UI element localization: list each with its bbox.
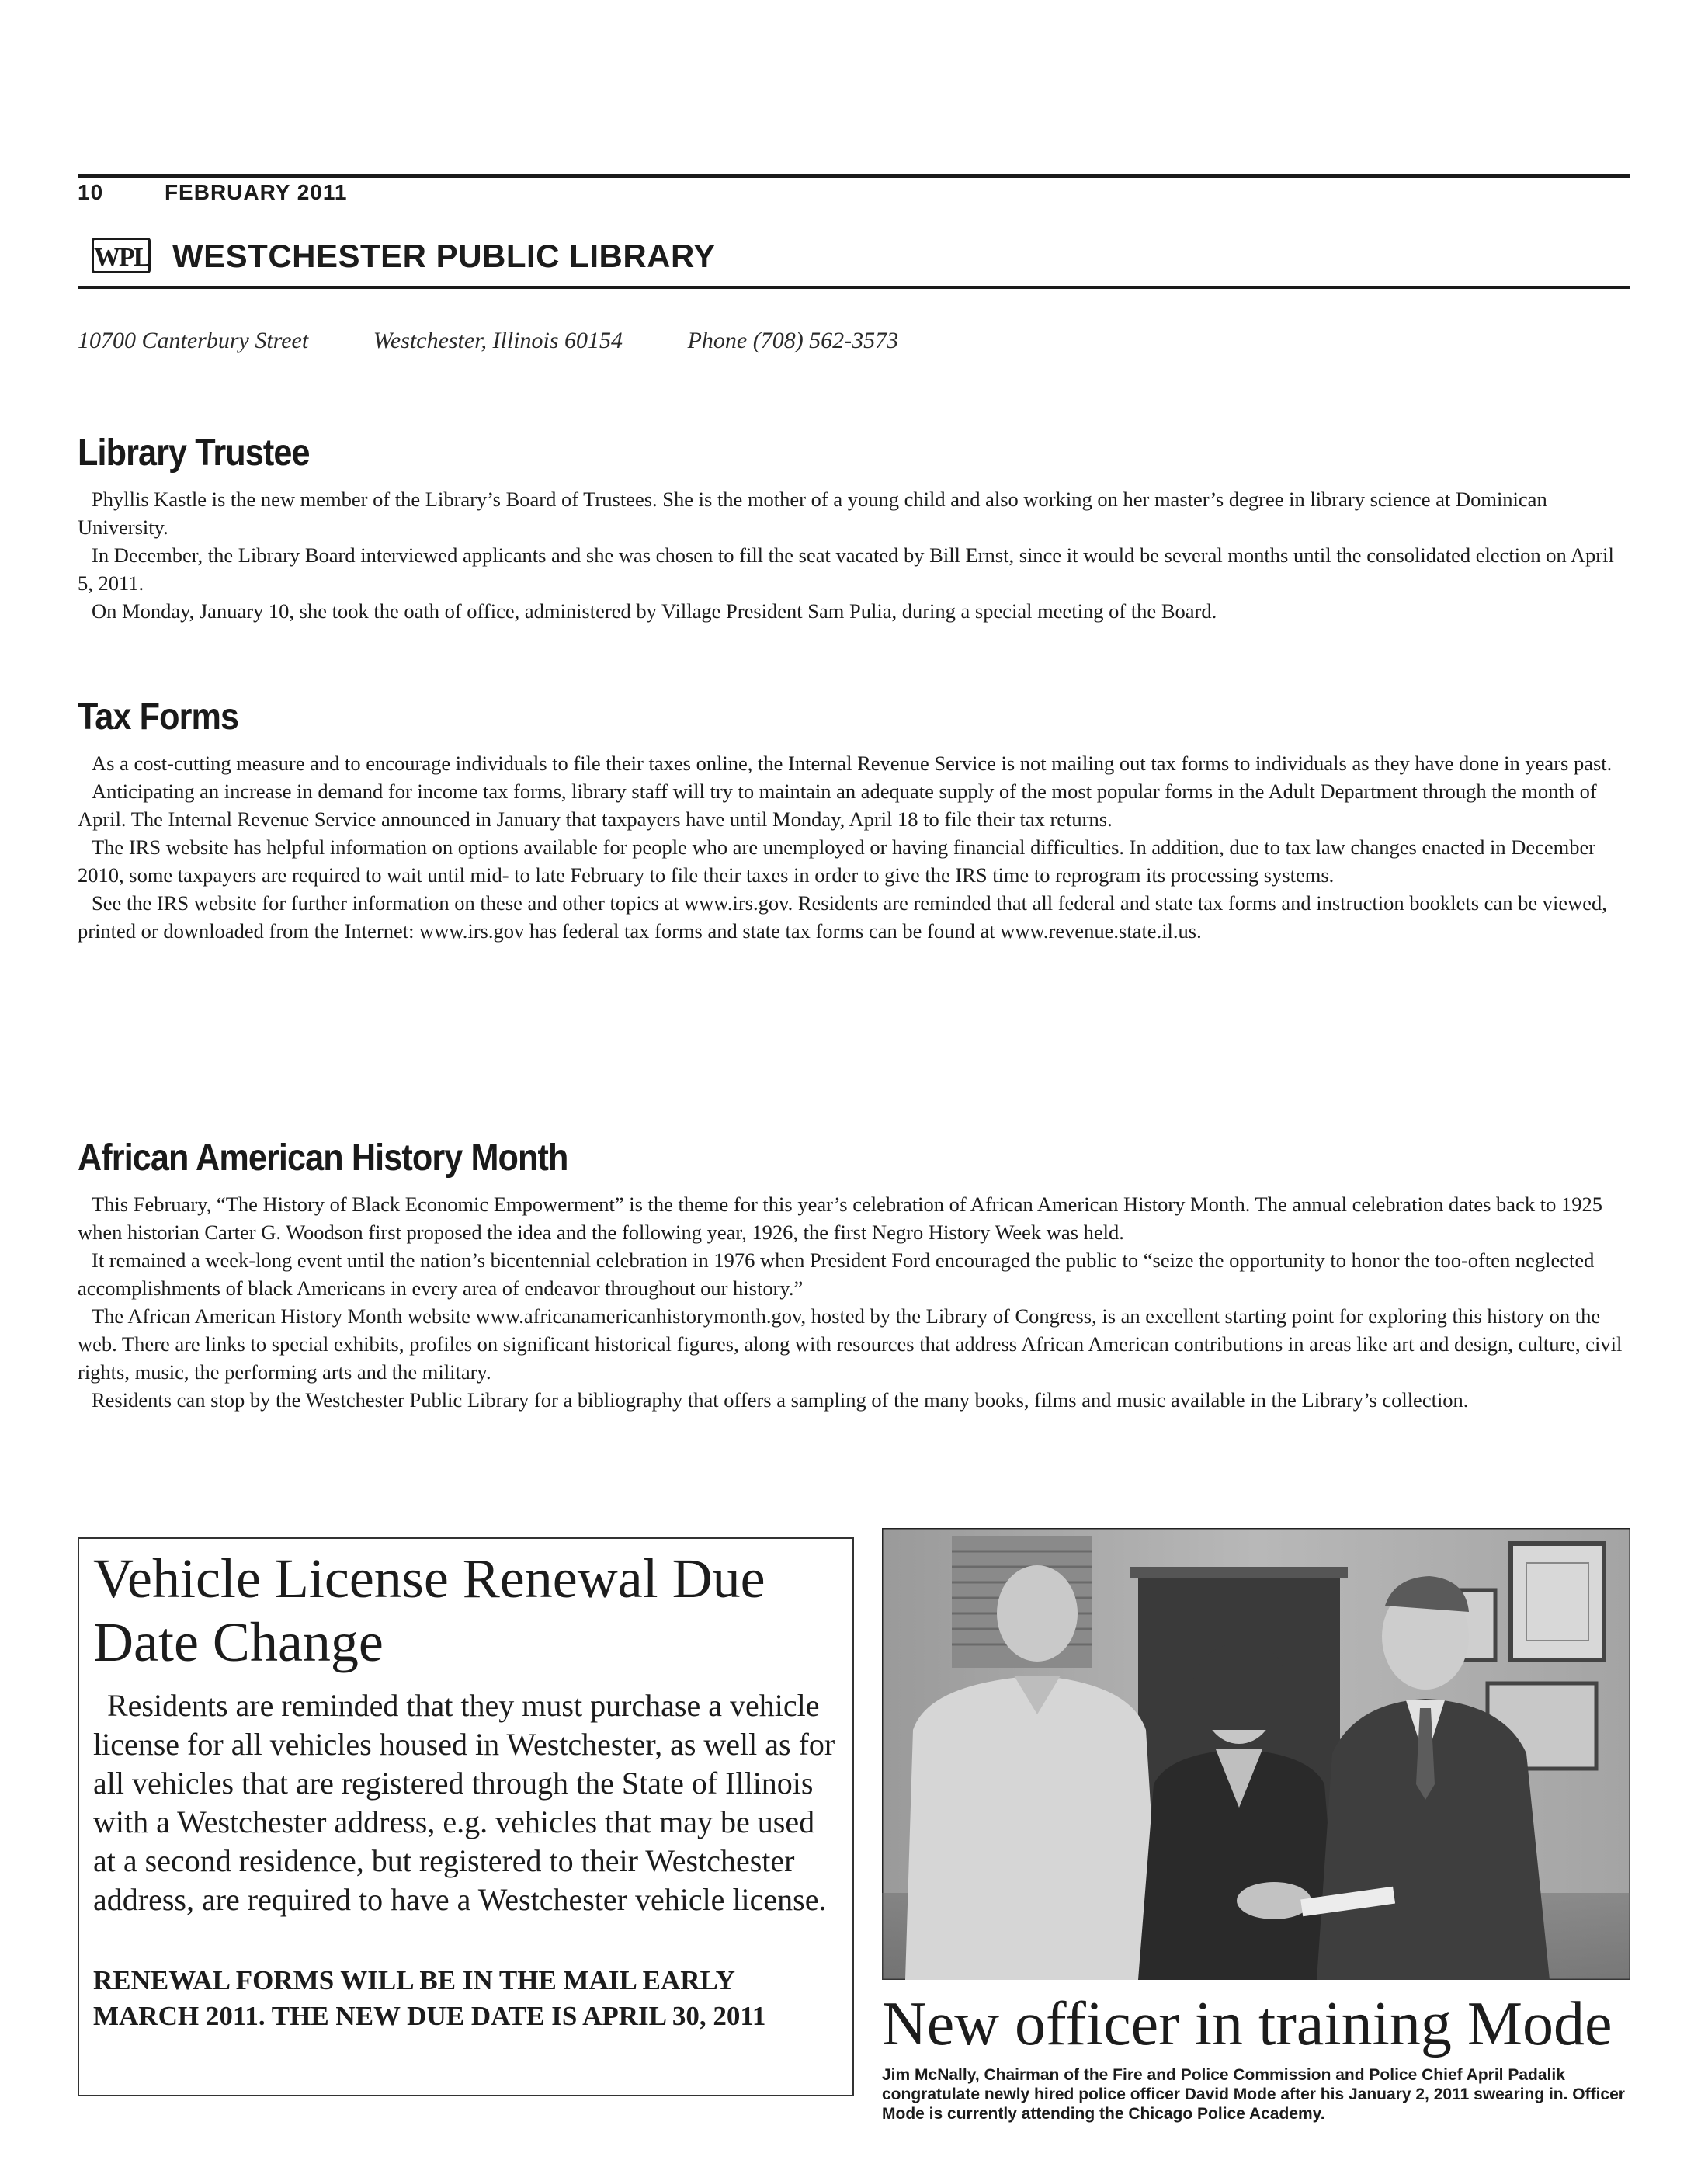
paragraph: It remained a week-long event until the nation’s bicentennial celebration in 1976 when President Ford encouraged the public to “seize the opportunity to honor the too-often neglected accomplishments of black Americans in every area of endeavor throughout our history.” (78, 1248, 1595, 1300)
section-title: African American History Month (78, 1137, 568, 1179)
section-african-american-history-month (78, 1137, 1630, 1414)
page-number: 10 (78, 180, 104, 204)
paragraph: On Monday, January 10, she took the oath of office, administered by Village President Sam Pulia, during a special meeting of the Board. (92, 599, 1217, 623)
library-name: WESTCHESTER PUBLIC LIBRARY (172, 238, 716, 274)
section-tax-forms (78, 696, 1630, 945)
paragraph: As a cost-cutting measure and to encourage individuals to file their taxes online, the Internal Revenue Service is not mailing out tax forms to individuals as they have done in years past. (92, 752, 1613, 775)
paragraph: See the IRS website for further information on these and other topics at www.irs.gov. Residents are reminded that all federal and state tax forms and instruction booklets can be viewed, printed or downloaded from the Internet: www.irs.gov has federal tax forms and state tax forms can be found at www.revenue.state.il.us. (78, 891, 1607, 943)
issue-date: FEBRUARY 2011 (164, 180, 348, 204)
paragraph: Residents can stop by the Westchester Public Library for a bibliography that offers a sampling of the many books, films and music available in the Library’s collection. (92, 1388, 1469, 1412)
library-logo-icon: WPL (92, 238, 151, 273)
section-library-trustee (78, 432, 1630, 625)
vehicle-license-title: Vehicle License Renewal Due Date Change (93, 1547, 765, 1673)
masthead-rule (78, 286, 1630, 289)
renewal-notice: RENEWAL FORMS WILL BE IN THE MAIL EARLY MARCH 2011. THE NEW DUE DATE IS APRIL 30, 2011 (93, 1965, 766, 2031)
paragraph: Phyllis Kastle is the new member of the Library’s Board of Trustees. She is the mother of a young child and also working on her master’s degree in library science at Dominican University. (78, 488, 1547, 539)
vehicle-license-body: Residents are reminded that they must purchase a vehicle license for all vehicles housed in Westchester, as well as for all vehicles that are registered through the State of Illinois with a Westchester address, e.g. vehicles that may be used at a second residence, but registered to their Westchester address, are required to have a Westchester vehicle license. (93, 1688, 835, 1917)
paragraph: Anticipating an increase in demand for income tax forms, library staff will try to maintain an adequate supply of the most popular forms in the Adult Department through the month of April. The Internal Revenue Service announced in January that taxpayers have until Monday, April 18 to file their tax returns. (78, 780, 1597, 831)
paragraph: The IRS website has helpful information on options available for people who are unemployed or having financial difficulties. In addition, due to tax law changes enacted in December 2010, some taxpayers are required to wait until mid- to late February to file their taxes in order to give the IRS time to reprogram its processing systems. (78, 835, 1596, 887)
issue-header (78, 180, 347, 205)
address-city: Westchester, Illinois 60154 (373, 328, 623, 353)
officer-photo (882, 1528, 1630, 1980)
top-rule (78, 174, 1630, 178)
photo-caption: Jim McNally, Chairman of the Fire and Police Commission and Police Chief April Padalik congratulate newly hired police officer David Mode after his January 2, 2011 swearing in. Officer Mode is currently attending the Chicago Police Academy. (882, 2066, 1625, 2123)
section-title: Tax Forms (78, 696, 239, 738)
paragraph: In December, the Library Board interviewed applicants and she was chosen to fill the seat vacated by Bill Ernst, since it would be several months until the consolidated election on April 5, 2011. (78, 544, 1614, 595)
address-phone: Phone (708) 562-3573 (687, 328, 899, 353)
paragraph: This February, “The History of Black Economic Empowerment” is the theme for this year’s celebration of African American History Month. The annual celebration dates back to 1925 when historian Carter G. Woodson first proposed the idea and the following year, 1926, the first Negro History Week was held. (78, 1193, 1602, 1244)
library-address (78, 328, 957, 354)
paragraph: The African American History Month website www.africanamericanhistorymonth.gov, hosted by the Library of Congress, is an excellent starting point for exploring this history on the web. There are links to special exhibits, profiles on significant historical figures, along with resources that address African American contributions in areas like art and design, culture, civil rights, music, the performing arts and the military. (78, 1304, 1623, 1384)
vehicle-license-box (78, 1537, 854, 2096)
section-title: Library Trustee (78, 432, 310, 474)
address-street: 10700 Canterbury Street (78, 328, 309, 353)
photo-headline: New officer in training Mode (882, 1990, 1613, 2058)
